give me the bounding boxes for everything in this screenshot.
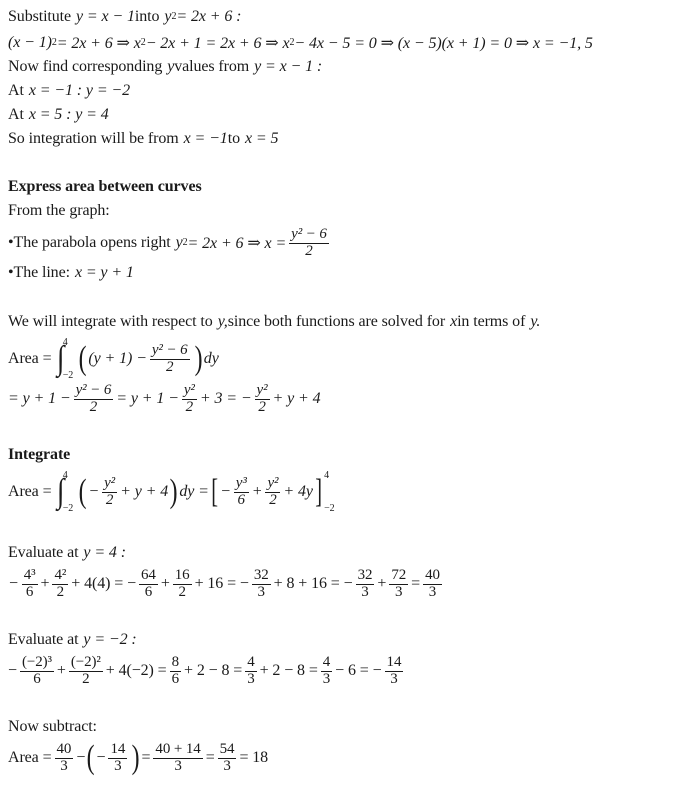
numerator: y³ xyxy=(235,474,247,491)
denominator: 2 xyxy=(89,398,98,415)
text: in terms of xyxy=(457,313,526,330)
fraction xyxy=(20,655,54,688)
fraction xyxy=(52,568,68,601)
text: At xyxy=(8,82,24,99)
fraction xyxy=(356,568,375,601)
variable: y, xyxy=(217,313,228,330)
equation: = y + 1 − xyxy=(116,390,179,408)
text: Evaluate at xyxy=(8,631,79,648)
equation: y = x − 1 xyxy=(76,8,135,25)
denominator: 3 xyxy=(174,757,182,774)
equation: + 8 + 16 = − xyxy=(273,575,353,593)
numerator: 54 xyxy=(219,740,235,757)
integral-sign xyxy=(56,337,74,381)
numerator: 14 xyxy=(386,654,402,670)
denominator: 3 xyxy=(114,757,122,774)
right-bracket: ] xyxy=(315,473,322,510)
antiderivative-line xyxy=(8,470,335,514)
numerator: y² − 6 xyxy=(151,341,188,358)
heading-text: Express area between curves xyxy=(8,178,202,195)
denominator: 2 xyxy=(305,242,313,259)
equation: − 4x − 5 = 0 ⇒ (x − 5)(x + 1) = 0 ⇒ x = −1, 5 xyxy=(294,35,593,52)
fraction xyxy=(139,568,158,601)
fraction xyxy=(234,476,249,509)
fraction xyxy=(22,568,38,601)
denominator: 3 xyxy=(390,670,398,687)
from-graph-line xyxy=(8,202,110,220)
numerator: (−2)² xyxy=(70,654,101,670)
text: From the graph: xyxy=(8,202,110,219)
right-paren: ) xyxy=(131,739,140,776)
equation: + 2 − 8 = xyxy=(184,662,243,680)
text: into xyxy=(134,8,160,25)
numerator: y² xyxy=(256,382,268,398)
equation: x = −1 : y = −2 xyxy=(28,82,131,99)
evaluation-limits xyxy=(324,470,334,514)
fraction xyxy=(173,568,192,601)
right-paren: ) xyxy=(194,340,203,377)
operator: − xyxy=(220,483,231,500)
equation: x = 5 : y = 4 xyxy=(28,106,109,123)
numerator: (−2)³ xyxy=(21,654,52,670)
text: Now subtract: xyxy=(8,718,97,735)
numerator: 40 xyxy=(56,740,72,757)
denominator: 6 xyxy=(25,583,34,600)
denominator: 3 xyxy=(223,757,231,774)
numerator: 14 xyxy=(110,740,126,757)
equation: x = −1 xyxy=(183,130,228,147)
numerator: 32 xyxy=(253,567,269,583)
integration-bounds-line xyxy=(8,130,278,148)
bullet-icon: • xyxy=(8,234,14,252)
evaluate-lower-heading xyxy=(8,631,137,649)
right-paren: ) xyxy=(169,473,178,510)
text: So integration will be from xyxy=(8,130,179,147)
equation: y = −2 : xyxy=(83,631,137,648)
text: The line: xyxy=(13,264,70,281)
operator: − xyxy=(88,483,100,500)
upper-limit: 4 xyxy=(62,337,68,348)
lower-limit: −2 xyxy=(62,503,74,514)
equation: − 2x + 1 = 2x + 6 ⇒ x xyxy=(145,35,290,52)
operator: = xyxy=(205,749,215,766)
integral-limits xyxy=(63,470,73,514)
operator: + xyxy=(160,575,170,593)
operator: + xyxy=(56,662,66,680)
denominator: 3 xyxy=(322,670,331,687)
denominator: 2 xyxy=(258,398,266,415)
substitute-line: Substitute y = x − 1 into y 2 = 2x + 6 : xyxy=(8,8,242,25)
left-paren: ( xyxy=(78,473,87,510)
simplify-integrand xyxy=(8,383,321,416)
equation: + 4y xyxy=(283,483,313,500)
fraction xyxy=(389,568,408,601)
fraction xyxy=(69,655,103,688)
numerator: 32 xyxy=(357,567,373,583)
fraction xyxy=(321,655,332,688)
area-label: Area = xyxy=(8,350,52,367)
lower-limit: −2 xyxy=(324,503,335,514)
text: since both functions are solved for xyxy=(227,313,446,330)
numerator: 4 xyxy=(322,654,331,670)
numerator: 40 xyxy=(425,567,440,583)
equation: + 2 − 8 = xyxy=(259,662,318,680)
denominator: 3 xyxy=(257,583,265,600)
integral-icon: ∫ xyxy=(56,340,64,377)
area-integral-setup xyxy=(8,337,219,381)
fraction xyxy=(108,742,127,775)
equation: + y + 4 xyxy=(120,483,169,500)
text: Evaluate at xyxy=(8,544,79,561)
heading-express-area xyxy=(8,178,202,196)
numerator: y² xyxy=(183,382,195,398)
text: We will integrate with respect to xyxy=(8,313,213,330)
left-paren: ( xyxy=(78,340,87,377)
variable: x xyxy=(450,313,458,330)
left-paren: ( xyxy=(86,739,95,776)
denominator: 6 xyxy=(144,583,153,600)
fraction xyxy=(55,742,74,775)
equation: y = 4 : xyxy=(83,544,126,561)
numerator: 64 xyxy=(141,567,156,583)
equation: y xyxy=(164,8,172,25)
equation: = y + 1 − xyxy=(8,390,71,408)
equation: − 6 = − xyxy=(335,662,382,680)
equation: x = y + 1 xyxy=(74,264,134,281)
variable: y xyxy=(167,58,175,75)
denominator: 2 xyxy=(56,583,65,600)
fraction-result xyxy=(385,655,404,688)
upper-limit: 4 xyxy=(62,470,68,481)
point-line-1 xyxy=(8,82,130,100)
operator: − xyxy=(76,749,86,766)
denominator: 3 xyxy=(247,670,255,687)
left-bracket: [ xyxy=(211,473,218,510)
text: values from xyxy=(174,58,250,75)
integral-limits xyxy=(63,337,73,381)
find-y-line xyxy=(8,58,322,76)
evaluate-lower-expr xyxy=(8,655,406,688)
equation: x = 5 xyxy=(244,130,279,147)
numerator: 4 xyxy=(247,654,255,670)
differential: dy = xyxy=(179,483,209,500)
operator: − xyxy=(8,662,17,680)
operator: + xyxy=(40,575,50,593)
heading-integrate xyxy=(8,446,70,464)
equation: (y + 1) − xyxy=(88,350,147,367)
integral-icon: ∫ xyxy=(56,473,64,510)
equation: + 3 = − xyxy=(199,390,252,408)
numerator: 8 xyxy=(171,654,180,670)
equation: = 2x + 6 ⇒ x xyxy=(56,35,141,52)
text: The parabola opens right xyxy=(13,234,171,252)
denominator: 3 xyxy=(395,583,403,600)
denominator: 6 xyxy=(237,491,245,508)
text: Substitute xyxy=(8,8,72,25)
fraction xyxy=(218,742,237,775)
bullet-parabola: • The parabola opens right y 2 = 2x + 6 ⇒ x = $\frac{\text{y² − 6}}{2}$ xyxy=(8,226,327,259)
evaluate-upper-heading xyxy=(8,544,126,562)
point-line-2 xyxy=(8,106,109,124)
denominator: 2 xyxy=(166,358,174,375)
text: to xyxy=(227,130,240,147)
operator: + xyxy=(377,575,387,593)
equation: = 2x + 6 ⇒ x = xyxy=(187,235,287,253)
evaluate-upper-expr xyxy=(8,568,445,601)
equation: (x − 1) xyxy=(8,34,52,51)
equation: + y + 4 xyxy=(272,390,321,408)
equation: + 4(4) = − xyxy=(71,575,136,593)
operator: − xyxy=(96,749,106,766)
bullet-line xyxy=(8,264,134,282)
subtract-heading xyxy=(8,718,97,736)
final-result: = 18 xyxy=(239,749,269,766)
fraction xyxy=(265,476,280,509)
numerator: 4³ xyxy=(23,567,36,583)
fraction xyxy=(252,568,271,601)
denominator: 6 xyxy=(33,670,41,687)
lower-limit: −2 xyxy=(62,370,74,381)
fraction xyxy=(153,742,202,775)
text: At xyxy=(8,106,24,123)
numerator: y² xyxy=(267,474,279,491)
fraction xyxy=(182,383,197,416)
fraction xyxy=(102,476,117,509)
fraction-result xyxy=(423,568,442,601)
fraction xyxy=(289,227,329,260)
integral-sign xyxy=(56,470,74,514)
denominator: 3 xyxy=(428,583,437,600)
area-label: Area = xyxy=(8,749,52,766)
numerator: y² − 6 xyxy=(75,382,112,398)
fraction xyxy=(150,343,190,376)
operator: + xyxy=(251,483,263,500)
equation: + 16 = − xyxy=(194,575,249,593)
fraction xyxy=(170,655,181,688)
operator: = xyxy=(141,749,151,766)
text: Now find corresponding xyxy=(8,58,163,75)
operator: = xyxy=(411,575,421,593)
quadratic-solution-line: (x − 1) 2 = 2x + 6 ⇒ x 2 − 2x + 1 = 2x + 6 ⇒ x 2 − 4x − 5 = 0 ⇒ (x − 5)(x + 1) = 0 ⇒ x = −1, 5 xyxy=(8,34,593,52)
operator: − xyxy=(8,575,19,593)
numerator: 4² xyxy=(54,567,67,583)
numerator: y² − 6 xyxy=(291,226,327,242)
denominator: 2 xyxy=(178,583,186,600)
denominator: 3 xyxy=(60,757,68,774)
denominator: 2 xyxy=(269,491,277,508)
fraction xyxy=(245,655,256,688)
numerator: 72 xyxy=(391,567,407,583)
denominator: 2 xyxy=(185,398,194,415)
area-label: Area = xyxy=(8,483,52,500)
fraction xyxy=(255,383,270,416)
denominator: 2 xyxy=(105,491,114,508)
equation: + 4(−2) = xyxy=(105,662,167,680)
numerator: 16 xyxy=(174,567,190,583)
equation: = 2x + 6 : xyxy=(176,8,242,25)
denominator: 3 xyxy=(361,583,369,600)
denominator: 6 xyxy=(171,670,180,687)
equation: y = x − 1 : xyxy=(254,58,323,75)
variable: y. xyxy=(530,313,541,330)
integrate-wrt-y-line xyxy=(8,313,540,331)
upper-limit: 4 xyxy=(324,470,330,481)
numerator: 40 + 14 xyxy=(155,740,201,757)
final-area-line xyxy=(8,741,268,775)
numerator: y² xyxy=(104,474,116,491)
equation: y xyxy=(175,234,183,252)
heading-text: Integrate xyxy=(8,446,71,463)
fraction xyxy=(74,383,114,416)
differential: dy xyxy=(203,350,219,367)
bullet-icon: • xyxy=(8,264,14,281)
denominator: 2 xyxy=(82,670,90,687)
